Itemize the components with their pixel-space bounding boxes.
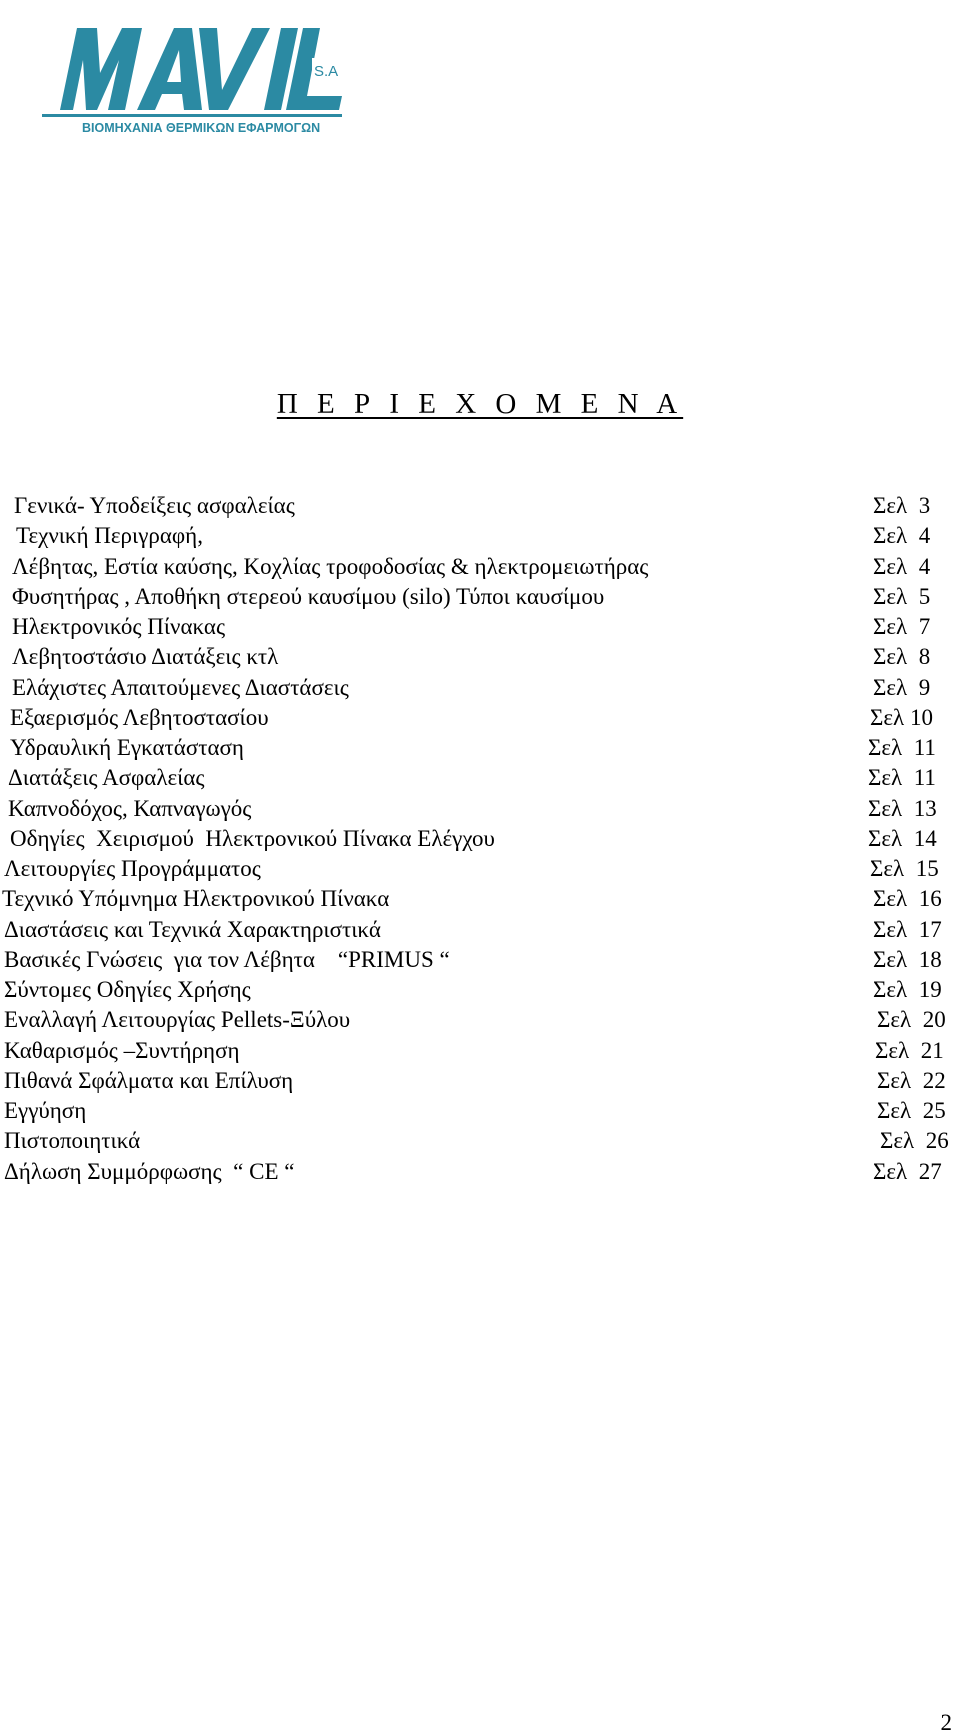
toc-entry-page: Σελ 26 bbox=[880, 1128, 949, 1154]
toc-entry bbox=[0, 1157, 960, 1187]
toc-entry bbox=[0, 915, 960, 945]
toc-entry-title: Γενικά- Υποδείξεις ασφαλείας bbox=[14, 493, 295, 518]
toc-entry-page: Σελ 9 bbox=[873, 674, 931, 700]
toc-entry bbox=[0, 1036, 960, 1066]
toc-entry-page: Σελ 8 bbox=[873, 644, 931, 670]
toc-entry bbox=[0, 975, 960, 1005]
toc-entry bbox=[0, 1096, 960, 1126]
toc-entry-title: Οδηγίες Χειρισμού Ηλεκτρονικού Πίνακα Ελέγχου bbox=[10, 825, 495, 851]
toc-entry bbox=[0, 763, 960, 793]
toc-entry-title: Τεχνικό Υπόμνημα Ηλεκτρονικού Πίνακα bbox=[2, 886, 390, 912]
toc-entry bbox=[0, 1066, 960, 1096]
toc-entry-title: Σύντομες Οδηγίες Χρήσης bbox=[4, 977, 251, 1002]
toc-entry bbox=[0, 1005, 960, 1035]
toc-entry bbox=[0, 884, 960, 914]
toc-entry-page: Σελ 19 bbox=[873, 977, 942, 1002]
toc-entry-page: Σελ 11 bbox=[868, 735, 936, 760]
toc-entry bbox=[0, 945, 960, 975]
toc-entry bbox=[0, 1126, 960, 1156]
toc-entry bbox=[0, 824, 960, 854]
toc-entry-title: Φυσητήρας , Αποθήκη στερεού καυσίμου (silo) Τύποι καυσίμου bbox=[12, 583, 605, 609]
toc-entry bbox=[0, 552, 960, 582]
toc-entry-title: Τεχνική Περιγραφή, bbox=[16, 523, 203, 549]
toc-entry-page: Σελ 21 bbox=[875, 1037, 944, 1063]
toc-entry-page: Σελ 4 bbox=[873, 523, 931, 549]
toc-entry-title: Ηλεκτρονικός Πίνακας bbox=[12, 614, 226, 639]
toc-entry-title: Λέβητας, Εστία καύσης, Κοχλίας τροφοδοσίας & ηλεκτρομειωτήρας bbox=[12, 553, 649, 579]
toc-entry-title: Βασικές Γνώσεις για τον Λέβητα “PRIMUS “ bbox=[4, 946, 450, 972]
toc-entry-title: Πιθανά Σφάλματα και Επίλυση bbox=[4, 1067, 294, 1093]
toc-entry-page: Σελ 3 bbox=[873, 493, 931, 518]
toc-entry-page: Σελ 14 bbox=[868, 825, 937, 851]
toc-entry-title: Διαστάσεις και Τεχνικά Χαρακτηριστικά bbox=[4, 916, 381, 942]
toc-entry bbox=[0, 582, 960, 612]
toc-entry bbox=[0, 794, 960, 824]
toc-entry-page: Σελ 15 bbox=[870, 856, 939, 881]
toc-entry bbox=[0, 521, 960, 551]
toc-entry-title: Λειτουργίες Προγράμματος bbox=[4, 856, 261, 881]
toc-entry-page: Σελ 18 bbox=[873, 946, 942, 972]
toc-entry-page: Σελ 4 bbox=[873, 553, 931, 579]
toc-entry-title: Λεβητοστάσιο Διατάξεις κτλ bbox=[12, 644, 279, 670]
page-title: Π Ε Ρ Ι Ε Χ Ο Μ Ε Ν Α bbox=[276, 388, 684, 420]
toc-entry-title: Πιστοποιητικά bbox=[4, 1128, 141, 1154]
toc-entry bbox=[0, 642, 960, 672]
toc-entry-title: Υδραυλική Εγκατάσταση bbox=[10, 735, 244, 760]
toc-entry bbox=[0, 854, 960, 884]
toc-entry bbox=[0, 733, 960, 763]
toc-entry-page: Σελ 27 bbox=[873, 1158, 942, 1184]
toc-entry-page: Σελ 22 bbox=[877, 1067, 946, 1093]
logo-suffix: S.A bbox=[314, 63, 339, 80]
toc-entry-page: Σελ 25 bbox=[877, 1098, 946, 1123]
toc-entry-page: Σελ 11 bbox=[868, 765, 936, 791]
toc-entry-title: Καπνοδόχος, Καπναγωγός bbox=[8, 795, 252, 821]
toc-entry-title: Εγγύηση bbox=[4, 1098, 87, 1123]
toc-entry-title: Διατάξεις Ασφαλείας bbox=[8, 765, 205, 791]
toc-entry-page: Σελ 10 bbox=[870, 704, 933, 730]
toc-entry bbox=[0, 703, 960, 733]
toc-entry bbox=[0, 673, 960, 703]
toc-entry bbox=[0, 491, 960, 521]
toc-entry-title: Δήλωση Συμμόρφωσης “ CE “ bbox=[4, 1158, 295, 1184]
toc-entry-title: Ελάχιστες Απαιτούμενες Διαστάσεις bbox=[12, 674, 349, 700]
toc-entry-page: Σελ 7 bbox=[873, 614, 931, 639]
toc-entry-title: Εναλλαγή Λειτουργίας Pellets-Ξύλου bbox=[4, 1007, 351, 1033]
toc-entry bbox=[0, 612, 960, 642]
toc-entry-title: Καθαρισμός –Συντήρηση bbox=[4, 1037, 240, 1063]
page-number: 2 bbox=[940, 1710, 952, 1735]
logo-tagline: ΒΙΟΜΗΧΑΝΙΑ ΘΕΡΜΙΚΩΝ ΕΦΑΡΜΟΓΩΝ bbox=[82, 121, 321, 135]
toc-entry-page: Σελ 5 bbox=[873, 583, 931, 609]
toc-entry-title: Εξαερισμός Λεβητοστασίου bbox=[10, 704, 269, 730]
toc-entry-page: Σελ 17 bbox=[873, 916, 942, 942]
toc-entry-page: Σελ 13 bbox=[868, 795, 937, 821]
company-logo bbox=[42, 18, 347, 140]
toc-entry-page: Σελ 16 bbox=[873, 886, 942, 912]
toc-entry-page: Σελ 20 bbox=[877, 1007, 946, 1033]
